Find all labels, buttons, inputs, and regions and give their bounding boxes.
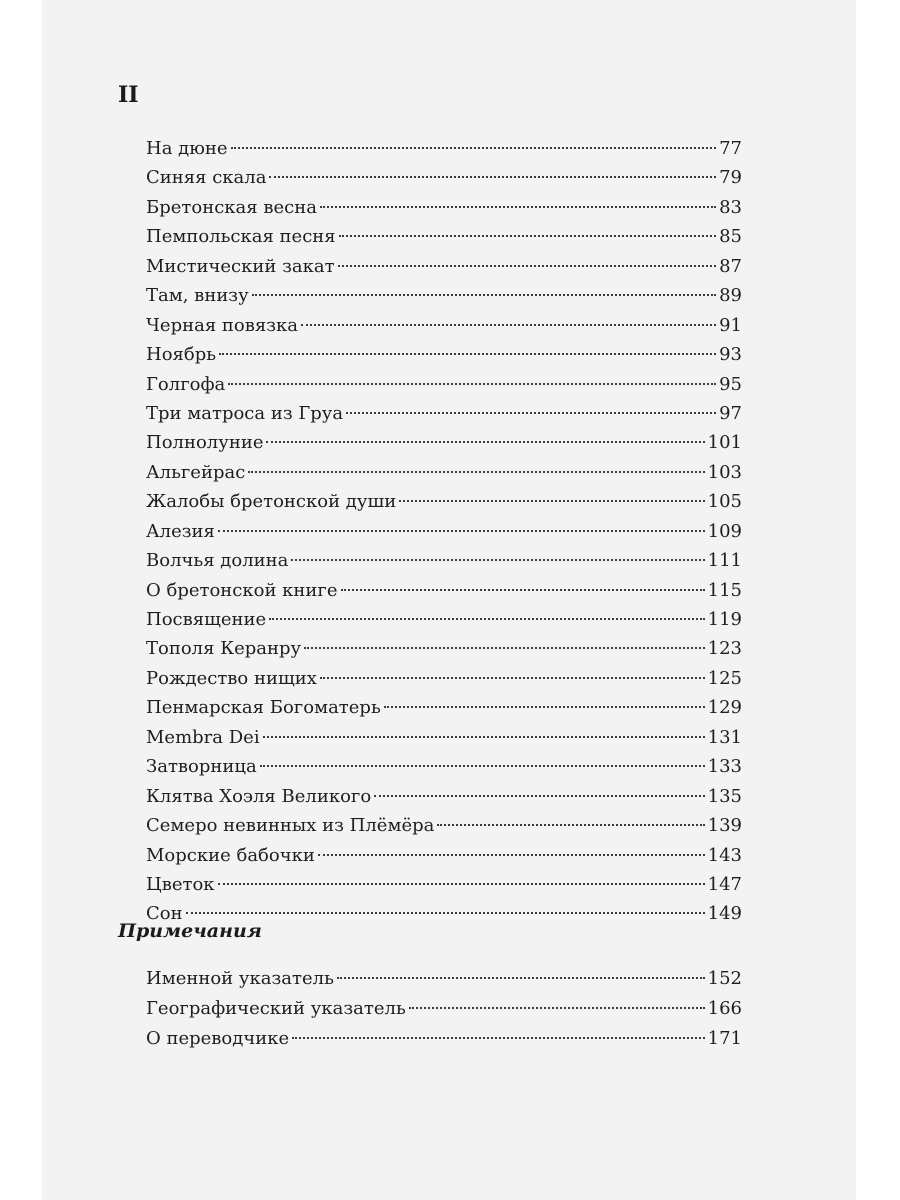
entry-page-number: 77 [719,138,742,159]
entry-page-number: 125 [707,667,742,689]
entry-title: Семеро невинных из Плёмёра [146,815,435,837]
toc-entry [146,163,742,192]
entry-title: Полнолуние [146,432,264,454]
dot-leader [266,441,704,443]
entry-title: Рождество нищих [146,667,317,689]
entry-title: Голгофа [146,373,226,395]
dot-leader [304,647,705,649]
entry-page-number: 103 [707,461,742,483]
entry-page-number: 115 [707,579,742,601]
toc-entry [146,311,742,340]
entry-page-number: 85 [719,226,742,248]
dot-leader [269,618,705,620]
dot-leader [374,795,704,797]
dot-leader [231,147,717,149]
toc-entry [146,664,742,693]
entry-title: Альгейрас [146,461,246,483]
entry-title: Волчья долина [146,550,289,572]
entry-title: Алезия [146,520,215,542]
dot-leader [338,265,717,267]
entry-page-number: 83 [719,196,742,218]
book-page [42,0,856,1200]
entry-title: На дюне [146,138,228,159]
entry-title: Черная повязка [146,314,299,336]
entry-title: Сон [146,903,183,925]
entry-title: Затворница [146,756,257,778]
entry-page-number: 171 [707,1028,742,1049]
toc-entry [146,134,742,163]
toc-entry [146,576,742,605]
dot-leader [437,824,704,826]
dot-leader [263,736,705,738]
entry-page-number: 149 [707,903,742,925]
entry-page-number: 131 [707,726,742,748]
entry-title: Пенмарская Богоматерь [146,697,381,719]
dot-leader [320,206,716,208]
toc-entry [146,281,742,310]
entry-page-number: 111 [707,550,742,572]
section-numeral: II [118,82,139,108]
entry-title: Пемпольская песня [146,226,336,248]
dot-leader [339,235,716,237]
entry-page-number: 93 [719,344,742,366]
notes-heading: Примечания [118,920,262,942]
entry-title: Географический указатель [146,998,406,1019]
entry-title: Три матроса из Груа [146,402,344,424]
toc-entry [146,222,742,251]
dot-leader [219,353,716,355]
dot-leader [269,176,716,178]
dot-leader [337,977,705,979]
entry-page-number: 129 [707,697,742,719]
entry-title: Цветок [146,873,215,895]
toc-entry [146,723,742,752]
toc-entry [146,811,742,840]
entry-page-number: 152 [707,968,742,989]
dot-leader [341,589,705,591]
toc-entry [146,634,742,663]
entry-title: Ноябрь [146,344,217,366]
toc-entry [146,399,742,428]
dot-leader [228,383,716,385]
toc-entry [146,964,742,994]
toc-entry [146,605,742,634]
entry-title: Мистический закат [146,255,335,277]
toc-entry [146,517,742,546]
toc-entry [146,994,742,1024]
dot-leader [291,559,704,561]
toc-entry [146,870,742,899]
toc-entry [146,546,742,575]
dot-leader [399,500,704,502]
table-of-contents [146,134,742,929]
entry-title: О бретонской книге [146,579,338,601]
entry-page-number: 97 [719,402,742,424]
dot-leader [409,1007,705,1009]
toc-entry [146,370,742,399]
entry-page-number: 105 [707,491,742,513]
entry-title: Морские бабочки [146,844,315,866]
toc-entry [146,340,742,369]
toc-entry [146,752,742,781]
dot-leader [252,294,716,296]
entry-title: Membra Dei [146,726,260,748]
entry-page-number: 79 [719,167,742,189]
toc-entry [146,487,742,516]
entry-page-number: 91 [719,314,742,336]
dot-leader [384,706,705,708]
entry-page-number: 147 [707,873,742,895]
entry-title: Бретонская весна [146,196,317,218]
dot-leader [260,765,705,767]
entry-page-number: 143 [707,844,742,866]
toc-entry [146,252,742,281]
entry-page-number: 133 [707,756,742,778]
entry-title: Тополя Керанру [146,638,302,660]
dot-leader [292,1037,704,1039]
dot-leader [218,883,705,885]
entry-title: О переводчике [146,1028,290,1049]
entry-title: Клятва Хоэля Великого [146,785,372,807]
entry-page-number: 123 [707,638,742,660]
dot-leader [301,324,716,326]
entry-page-number: 109 [707,520,742,542]
entry-title: Посвящение [146,609,267,630]
entry-page-number: 87 [719,255,742,277]
toc-entry [146,693,742,722]
dot-leader [218,530,705,532]
entry-page-number: 101 [707,432,742,454]
entry-title: Там, внизу [146,285,249,307]
toc-entry [146,193,742,222]
dot-leader [318,854,705,856]
entry-page-number: 95 [719,373,742,395]
entry-page-number: 89 [719,285,742,307]
toc-entry [146,841,742,870]
entry-title: Жалобы бретонской души [146,491,397,513]
entry-title: Именной указатель [146,968,334,989]
toc-entry [146,1024,742,1054]
entry-page-number: 166 [707,998,742,1019]
dot-leader [320,677,705,679]
dot-leader [186,912,705,914]
dot-leader [346,412,716,414]
toc-entry [146,458,742,487]
entry-page-number: 135 [707,785,742,807]
entry-page-number: 139 [707,815,742,837]
toc-entry [146,782,742,811]
notes-contents [146,964,742,1054]
toc-entry [146,428,742,457]
entry-page-number: 119 [707,609,742,630]
entry-title: Синяя скала [146,167,267,189]
dot-leader [248,471,704,473]
